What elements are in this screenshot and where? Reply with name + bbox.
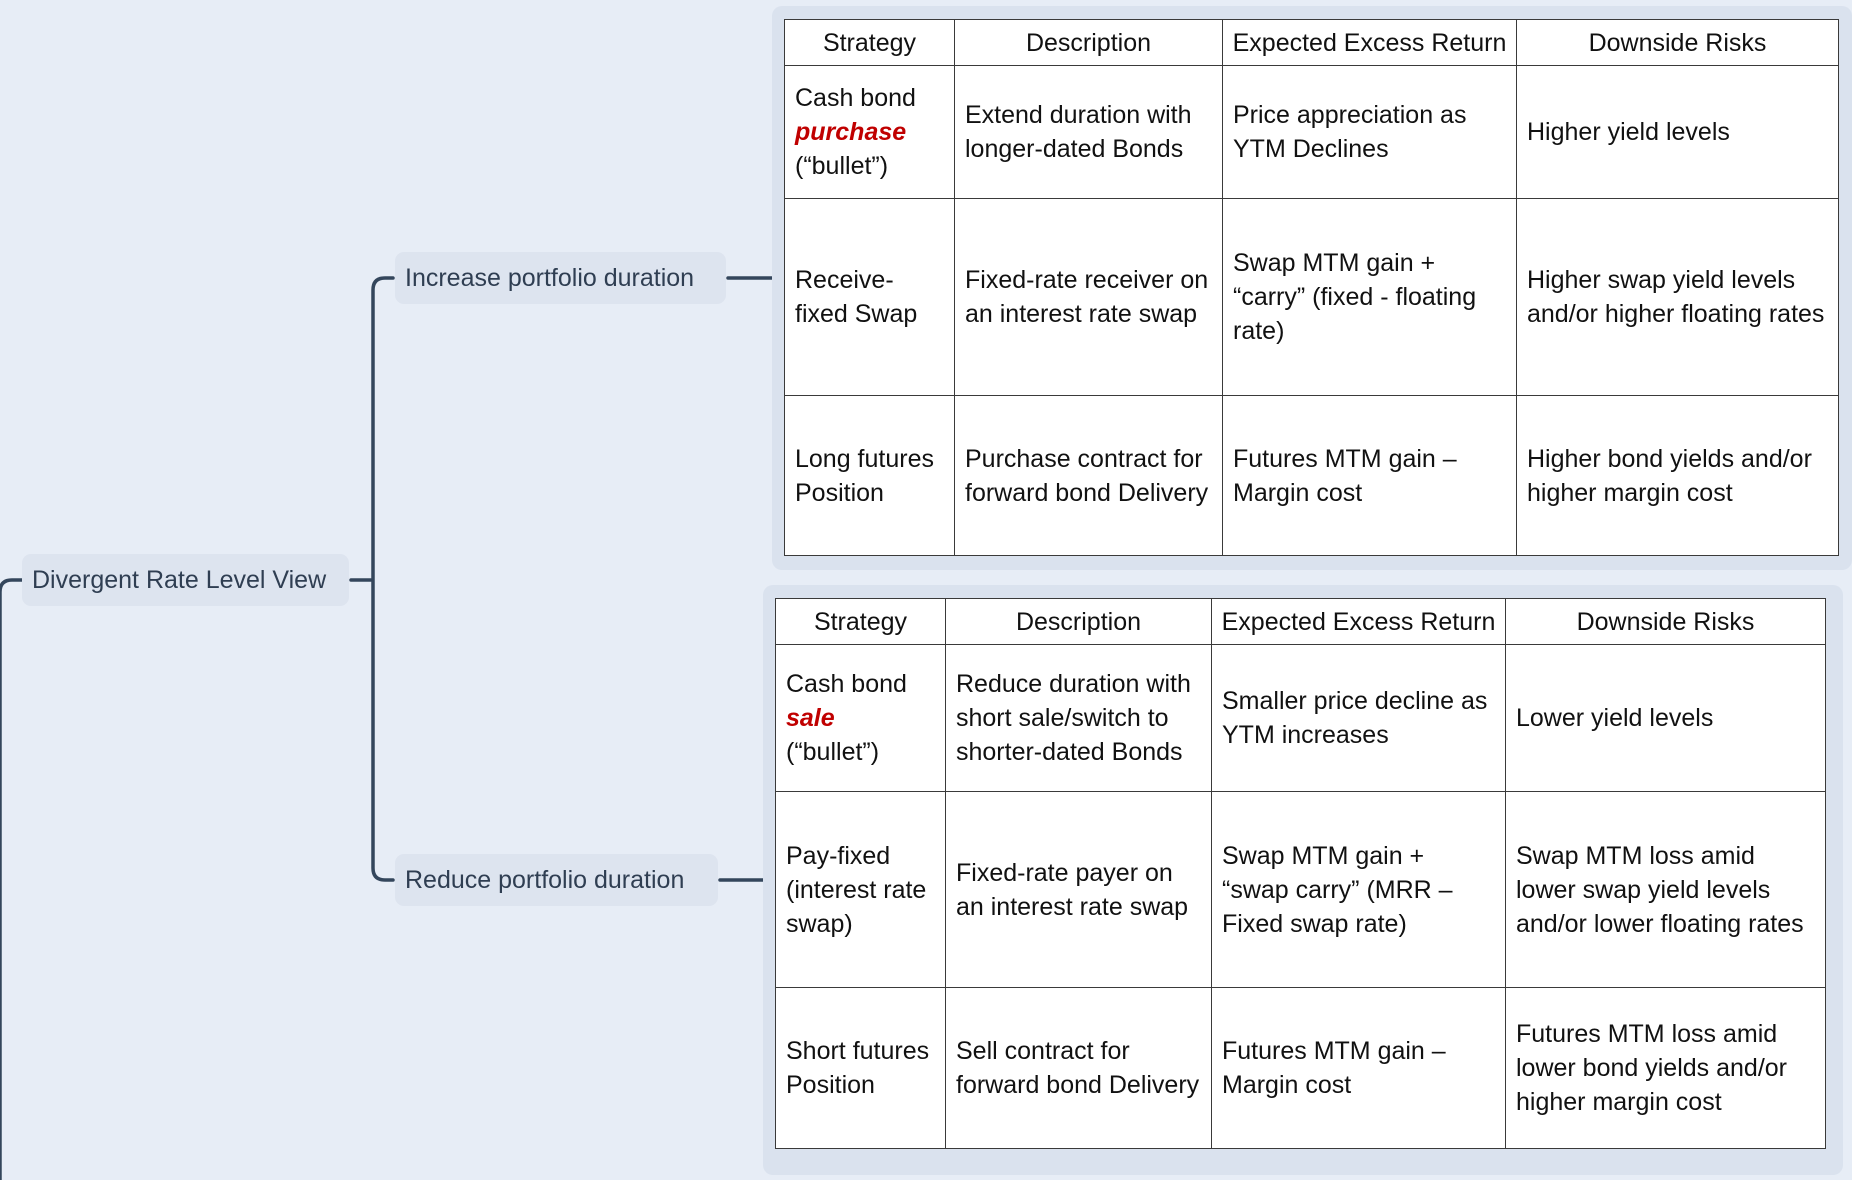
strategy-note: (“bullet”) — [795, 152, 889, 180]
branch-node-increase-duration[interactable] — [395, 252, 726, 304]
strategy-text: Cash bond — [795, 84, 916, 112]
header-expected-return: Expected Excess Return — [1223, 20, 1517, 66]
expected-return-cell: Price appreciation as YTM Declines — [1223, 66, 1517, 199]
root-node[interactable] — [22, 554, 349, 606]
downside-risks-cell: Higher yield levels — [1517, 66, 1839, 199]
strategy-emphasis: sale — [786, 704, 835, 732]
strategy-text: Cash bond — [786, 670, 907, 698]
strategy-text: Pay-fixed (interest rate swap) — [786, 841, 927, 938]
strategy-cell — [785, 199, 955, 396]
strategy-text: Long futures Position — [795, 444, 934, 507]
increase-duration-strategy-table — [784, 19, 1839, 556]
downside-risks-cell: Lower yield levels — [1506, 645, 1826, 792]
table-header-row — [785, 20, 1839, 66]
root-incoming-connector — [0, 580, 22, 1180]
header-expected-return: Expected Excess Return — [1212, 599, 1506, 645]
table-row — [776, 988, 1826, 1149]
header-strategy: Strategy — [776, 599, 946, 645]
root-node-label: Divergent Rate Level View — [32, 566, 327, 594]
strategy-note: (“bullet”) — [786, 738, 880, 766]
table-row — [785, 199, 1839, 396]
table-header-row — [776, 599, 1826, 645]
strategy-cell — [785, 396, 955, 556]
branch-node-label: Reduce portfolio duration — [405, 866, 685, 894]
branch-node-reduce-duration[interactable] — [395, 854, 718, 906]
expected-return-cell: Futures MTM gain – Margin cost — [1212, 988, 1506, 1149]
description-cell: Extend duration with longer-dated Bonds — [955, 66, 1223, 199]
table-row — [785, 396, 1839, 556]
header-strategy: Strategy — [785, 20, 955, 66]
expected-return-cell: Smaller price decline as YTM increases — [1212, 645, 1506, 792]
header-downside-risks: Downside Risks — [1506, 599, 1826, 645]
header-description: Description — [955, 20, 1223, 66]
table-row — [776, 645, 1826, 792]
header-downside-risks: Downside Risks — [1517, 20, 1839, 66]
downside-risks-cell: Higher bond yields and/or higher margin cost — [1517, 396, 1839, 556]
reduce-duration-strategy-table — [775, 598, 1826, 1149]
strategy-text: Receive-fixed Swap — [795, 266, 918, 328]
trunk-connector — [373, 278, 393, 880]
description-cell: Fixed-rate payer on an interest rate swap — [946, 792, 1212, 988]
table-row — [776, 792, 1826, 988]
strategy-cell — [776, 645, 946, 792]
strategy-text: Short futures Position — [786, 1037, 930, 1099]
downside-risks-cell: Futures MTM loss amid lower bond yields and/or higher margin cost — [1506, 988, 1826, 1149]
description-cell: Reduce duration with short sale/switch to shorter-dated Bonds — [946, 645, 1212, 792]
description-cell: Fixed-rate receiver on an interest rate swap — [955, 199, 1223, 396]
branch-node-label: Increase portfolio duration — [405, 264, 695, 292]
expected-return-cell: Futures MTM gain – Margin cost — [1223, 396, 1517, 556]
downside-risks-cell: Swap MTM loss amid lower swap yield levels and/or lower floating rates — [1506, 792, 1826, 988]
strategy-cell — [776, 988, 946, 1149]
expected-return-cell: Swap MTM gain + “carry” (fixed - floating rate) — [1223, 199, 1517, 396]
header-description: Description — [946, 599, 1212, 645]
downside-risks-cell: Higher swap yield levels and/or higher floating rates — [1517, 199, 1839, 396]
description-cell: Purchase contract for forward bond Delivery — [955, 396, 1223, 556]
strategy-cell — [776, 792, 946, 988]
strategy-cell — [785, 66, 955, 199]
expected-return-cell: Swap MTM gain + “swap carry” (MRR – Fixed swap rate) — [1212, 792, 1506, 988]
table-row — [785, 66, 1839, 199]
description-cell: Sell contract for forward bond Delivery — [946, 988, 1212, 1149]
strategy-emphasis: purchase — [795, 118, 907, 146]
